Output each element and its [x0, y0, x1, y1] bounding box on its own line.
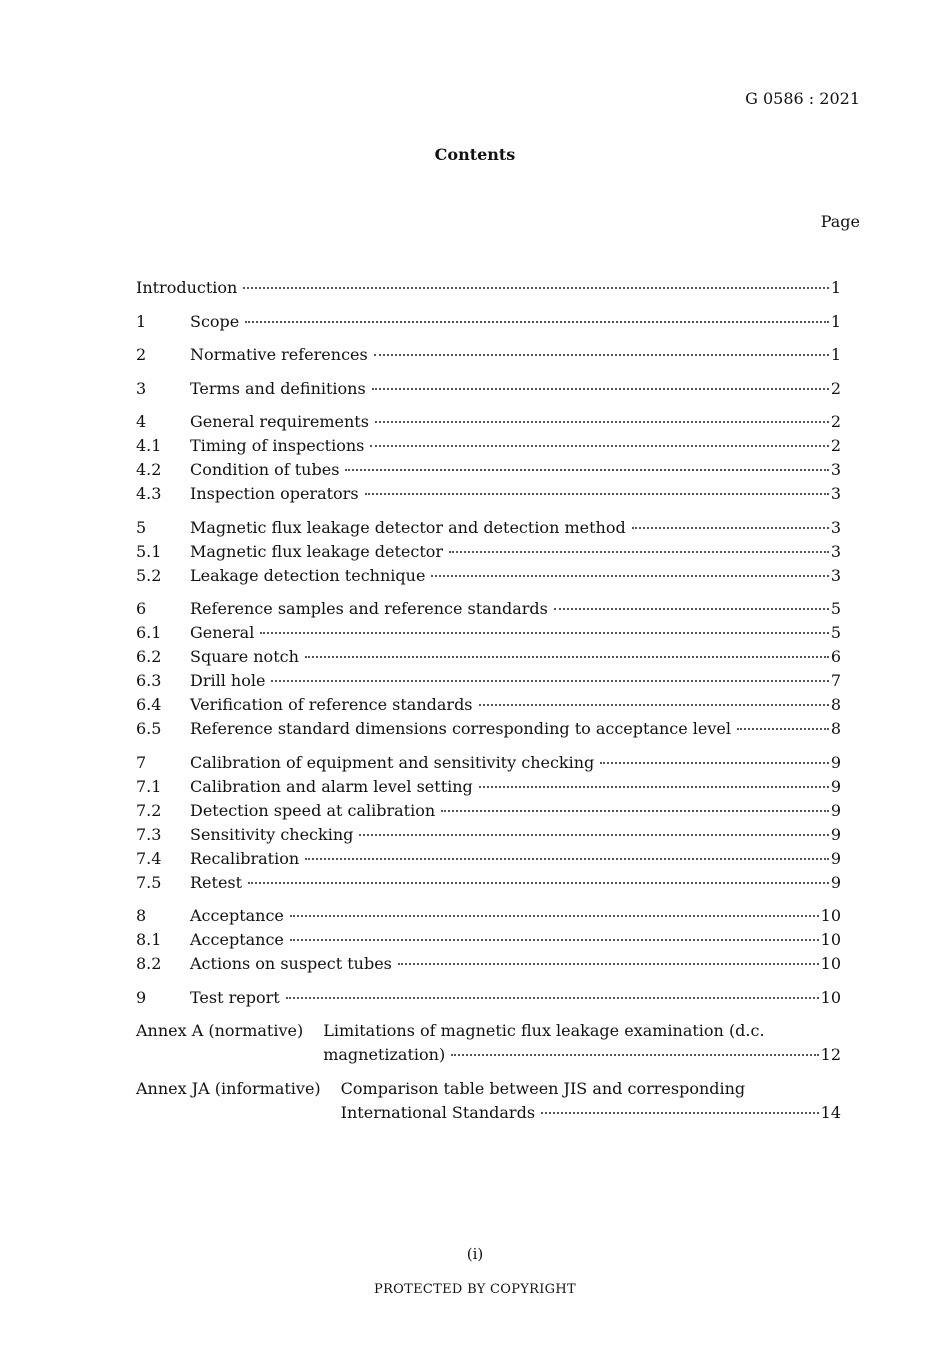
- toc-entry-number: 7.3: [136, 824, 162, 844]
- toc-entry[interactable]: [136, 823, 841, 847]
- toc-entry-number: 3: [136, 378, 147, 398]
- toc-entry-number: 2: [136, 345, 147, 364]
- toc-entry-text: Recalibration: [190, 848, 300, 868]
- toc-entry-text: Calibration and alarm level setting: [190, 776, 473, 796]
- toc-entry[interactable]: [136, 693, 841, 717]
- toc-entry-number: 4: [136, 412, 147, 431]
- toc-entry-text: Normative references: [190, 345, 368, 364]
- toc-entry[interactable]: [136, 645, 841, 669]
- toc-entry-number: 4.2: [136, 460, 162, 479]
- toc-entry-number: 7.1: [136, 776, 162, 796]
- toc-entry-text: Detection speed at calibration: [190, 800, 436, 820]
- toc-entry[interactable]: [136, 751, 841, 775]
- dot-leader: [370, 445, 828, 447]
- toc-entry-page: 6: [830, 647, 841, 666]
- annex-title: [341, 1077, 841, 1125]
- toc-entry-text: Inspection operators: [190, 484, 359, 503]
- dot-leader: [345, 469, 828, 471]
- toc-entry[interactable]: [136, 928, 841, 952]
- annex-title-line: Limitations of magnetic flux leakage examination (d.c.: [323, 1021, 765, 1040]
- toc-entry[interactable]: [136, 871, 841, 895]
- toc-entry-page: 14: [820, 1102, 841, 1122]
- toc-entry[interactable]: [136, 904, 841, 928]
- toc-entry-page: 9: [830, 776, 841, 796]
- toc-entry-page: 10: [820, 954, 841, 973]
- toc-entry-text: Terms and definitions: [190, 378, 366, 398]
- toc-entry[interactable]: [136, 597, 841, 621]
- dot-leader: [375, 421, 829, 423]
- toc-entry-page: 5: [830, 599, 841, 618]
- annex-title-line: Comparison table between JIS and corresponding: [340, 1078, 746, 1098]
- toc-entry-number: 5.1: [136, 541, 162, 561]
- toc-entry[interactable]: [136, 482, 841, 506]
- toc-entry-number: 8.1: [136, 930, 162, 949]
- dot-leader: [243, 287, 828, 289]
- toc-entry-page: 3: [830, 517, 841, 537]
- annex-label: Annex JA (informative): [136, 1078, 321, 1098]
- toc-entry-text: Calibration of equipment and sensitivity checking: [190, 752, 595, 772]
- toc-entry-text: Test report: [190, 987, 280, 1007]
- toc-entry[interactable]: [136, 952, 841, 976]
- toc-entry-page: 8: [830, 719, 841, 738]
- toc-entry-text: Magnetic flux leakage detector and detection method: [190, 517, 626, 537]
- toc-entry-text: Sensitivity checking: [190, 824, 354, 844]
- toc-entry-page: 2: [830, 412, 841, 431]
- toc-entry-text: Introduction: [136, 278, 238, 297]
- table-of-contents: [136, 276, 841, 1125]
- dot-leader: [541, 1112, 819, 1114]
- dot-leader: [449, 551, 829, 553]
- dot-leader: [737, 728, 829, 730]
- annex-title-last-line: [341, 1101, 841, 1125]
- toc-entry-page: 1: [830, 345, 841, 364]
- toc-entry-text: Reference standard dimensions corresponding to acceptance level: [190, 719, 732, 738]
- toc-entry-page: 3: [830, 484, 841, 503]
- toc-entry-page: 9: [830, 824, 841, 844]
- toc-entry-page: 1: [830, 311, 841, 331]
- toc-entry-number: 8: [136, 906, 147, 925]
- toc-entry-text: Timing of inspections: [190, 436, 365, 455]
- toc-entry[interactable]: [136, 564, 841, 588]
- dot-leader: [372, 388, 829, 390]
- toc-entry-number: 9: [136, 987, 147, 1007]
- toc-entry-text: Drill hole: [190, 671, 266, 690]
- toc-annex-entry[interactable]: [136, 1077, 841, 1125]
- toc-entry-text: Square notch: [190, 647, 299, 666]
- annex-title-line: International Standards: [340, 1102, 536, 1122]
- toc-entry[interactable]: [136, 458, 841, 482]
- toc-entry[interactable]: [136, 847, 841, 871]
- toc-entry[interactable]: [136, 799, 841, 823]
- dot-leader: [305, 858, 829, 860]
- toc-entry-page: 7: [830, 671, 841, 690]
- page-number: (i): [466, 1245, 484, 1263]
- dot-leader: [286, 997, 819, 999]
- toc-entry-number: 6.4: [136, 695, 162, 714]
- dot-leader: [479, 786, 829, 788]
- toc-entry-page: 2: [830, 436, 841, 455]
- toc-entry[interactable]: [136, 621, 841, 645]
- toc-entry[interactable]: [136, 377, 841, 401]
- annex-label: Annex A (normative): [136, 1021, 304, 1040]
- copyright-notice: PROTECTED BY COPYRIGHT: [374, 1282, 576, 1297]
- toc-entry-page: 10: [820, 987, 841, 1007]
- standard-number: G 0586 : 2021: [745, 89, 860, 108]
- toc-entry-number: 8.2: [136, 954, 162, 973]
- toc-entry-number: 5: [136, 517, 147, 537]
- toc-entry-page: 9: [830, 800, 841, 820]
- dot-leader: [290, 939, 819, 941]
- toc-entry-page: 3: [830, 541, 841, 561]
- toc-entry-number: 1: [136, 311, 147, 331]
- toc-entry[interactable]: [136, 343, 841, 367]
- toc-entry-number: 7.2: [136, 800, 162, 820]
- dot-leader: [632, 527, 829, 529]
- toc-entry-page: 9: [830, 872, 841, 892]
- annex-title: [323, 1019, 841, 1067]
- toc-entry-text: Reference samples and reference standards: [190, 599, 548, 618]
- toc-entry-text: General: [190, 623, 255, 642]
- dot-leader: [441, 810, 829, 812]
- toc-entry[interactable]: [136, 276, 841, 300]
- toc-entry-page: 10: [820, 906, 841, 925]
- dot-leader: [245, 321, 829, 323]
- toc-entry[interactable]: [136, 775, 841, 799]
- dot-leader: [248, 882, 829, 884]
- toc-entry-page: 1: [830, 278, 841, 297]
- toc-entry-number: 6: [136, 599, 147, 618]
- toc-entry-number: 7.5: [136, 872, 162, 892]
- dot-leader: [271, 680, 828, 682]
- toc-entry-page: 9: [830, 848, 841, 868]
- toc-entry[interactable]: [136, 434, 841, 458]
- dot-leader: [398, 963, 819, 965]
- toc-entry-text: Acceptance: [190, 930, 284, 949]
- toc-entry-page: 8: [830, 695, 841, 714]
- toc-entry-page: 5: [830, 623, 841, 642]
- toc-entry-number: 6.1: [136, 623, 162, 642]
- toc-entry-number: 4.3: [136, 484, 162, 503]
- annex-title-last-line: [323, 1043, 841, 1067]
- dot-leader: [260, 632, 828, 634]
- toc-annex-entry[interactable]: [136, 1019, 841, 1067]
- toc-entry-text: Acceptance: [190, 906, 284, 925]
- toc-entry-number: 6.5: [136, 719, 162, 738]
- toc-entry-page: 10: [820, 930, 841, 949]
- toc-entry-number: 6.2: [136, 647, 162, 666]
- dot-leader: [305, 656, 829, 658]
- toc-entry-page: 3: [830, 565, 841, 585]
- toc-entry[interactable]: [136, 516, 841, 540]
- toc-entry[interactable]: [136, 410, 841, 434]
- toc-entry-number: 4.1: [136, 436, 162, 455]
- toc-entry-number: 7: [136, 752, 147, 772]
- toc-entry[interactable]: [136, 669, 841, 693]
- toc-entry-page: 2: [830, 378, 841, 398]
- page-column-label: Page: [820, 212, 860, 231]
- dot-leader: [359, 834, 828, 836]
- toc-entry-page: 9: [830, 752, 841, 772]
- toc-entry-text: Actions on suspect tubes: [190, 954, 392, 973]
- toc-entry-page: 3: [830, 460, 841, 479]
- dot-leader: [479, 704, 829, 706]
- toc-entry-text: Scope: [190, 311, 240, 331]
- dot-leader: [600, 762, 829, 764]
- toc-entry[interactable]: [136, 717, 841, 741]
- toc-entry[interactable]: [136, 310, 841, 334]
- toc-entry-text: Retest: [190, 872, 243, 892]
- dot-leader: [554, 608, 829, 610]
- dot-leader: [451, 1054, 818, 1056]
- dot-leader: [431, 575, 828, 577]
- toc-entry-number: 6.3: [136, 671, 162, 690]
- dot-leader: [290, 915, 819, 917]
- toc-entry[interactable]: [136, 986, 841, 1010]
- toc-entry-number: 7.4: [136, 848, 162, 868]
- toc-entry-text: Magnetic flux leakage detector: [190, 541, 444, 561]
- toc-entry[interactable]: [136, 540, 841, 564]
- toc-entry-text: General requirements: [190, 412, 369, 431]
- toc-entry-number: 5.2: [136, 565, 162, 585]
- annex-title-line: magnetization): [323, 1045, 446, 1064]
- toc-entry-page: 12: [820, 1045, 841, 1064]
- dot-leader: [365, 493, 829, 495]
- contents-title: Contents: [434, 145, 516, 164]
- toc-entry-text: Verification of reference standards: [190, 695, 473, 714]
- toc-entry-text: Condition of tubes: [190, 460, 340, 479]
- toc-entry-text: Leakage detection technique: [190, 565, 426, 585]
- dot-leader: [374, 354, 829, 356]
